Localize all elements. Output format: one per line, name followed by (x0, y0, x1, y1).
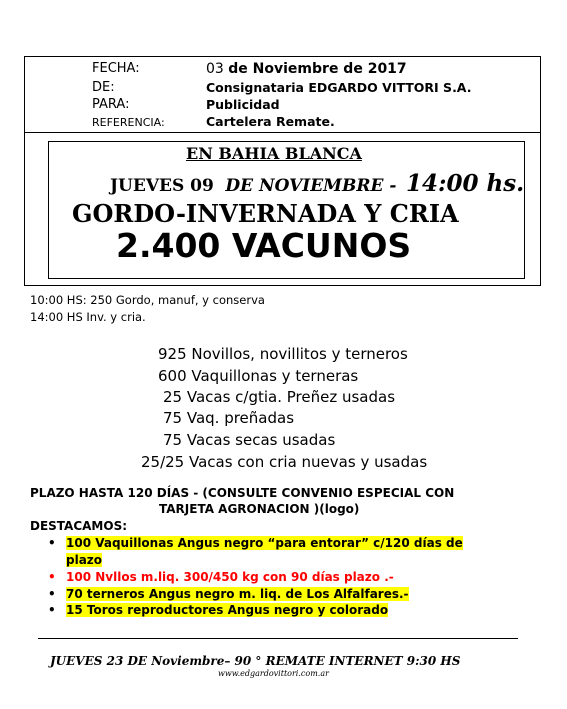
cattle-item: 25/25 Vacas con cria nuevas y usadas (141, 453, 428, 471)
bullet-icon: • (48, 536, 56, 550)
time-text: 14:00 hs. (406, 170, 525, 197)
cattle-item: 925 Novillos, novillitos y terneros (158, 345, 408, 363)
de-label: DE: (92, 80, 115, 95)
fecha-value (206, 61, 407, 77)
location-heading: EN BAHIA BLANCA (186, 144, 362, 163)
footer-line: JUEVES 23 DE Noviembre– 90 ° REMATE INTERNET 9:30 HS (50, 654, 461, 668)
terms-line-1: PLAZO HASTA 120 DÍAS - (CONSULTE CONVENIO ESPECIAL CON (30, 486, 455, 500)
highlights-title: DESTACAMOS: (30, 519, 128, 533)
date-line (110, 170, 524, 197)
highlight-item-continued: plazo (66, 553, 103, 567)
bullet-icon: • (48, 603, 56, 617)
highlight-item: 15 Toros reproductores Angus negro y colorado (66, 603, 389, 617)
cattle-item: 25 Vacas c/gtia. Preñez usadas (163, 388, 396, 406)
para-label: PARA: (92, 97, 130, 112)
fecha-label: FECHA: (92, 61, 140, 76)
schedule-line-2: 14:00 HS Inv. y cria. (30, 310, 146, 324)
bullet-icon: • (48, 587, 56, 601)
schedule-line-1: 10:00 HS: 250 Gordo, manuf, y conserva (30, 293, 265, 307)
total-heads: 2.400 VACUNOS (116, 226, 412, 265)
referencia-label: REFERENCIA: (92, 116, 165, 129)
highlight-item: 100 Nvllos m.liq. 300/450 kg con 90 días plazo .- (66, 570, 394, 584)
bullet-icon: • (48, 570, 56, 584)
de-value: Consignataria EDGARDO VITTORI S.A. (206, 80, 472, 95)
day-text: JUEVES 09 (110, 176, 214, 196)
cattle-item: 75 Vaq. preñadas (163, 409, 295, 427)
footer-website: www.edgardovittori.com.ar (218, 669, 329, 678)
fecha-day: 03 (206, 61, 224, 77)
highlight-item: 100 Vaquillonas Angus negro “para entorar” c/120 días de (66, 536, 463, 550)
cattle-item: 600 Vaquillonas y terneras (158, 367, 359, 385)
month-text: DE NOVIEMBRE - (225, 176, 397, 196)
referencia-value: Cartelera Remate. (206, 114, 335, 129)
fecha-rest: de Noviembre de 2017 (228, 61, 407, 77)
footer-divider (38, 638, 518, 639)
para-value: Publicidad (206, 97, 280, 112)
cattle-item: 75 Vacas secas usadas (163, 431, 336, 449)
terms-line-2: TARJETA AGRONACION )(logo) (159, 502, 360, 516)
highlight-item: 70 terneros Angus negro m. liq. de Los Alfalfares.- (66, 587, 409, 601)
auction-type: GORDO-INVERNADA Y CRIA (72, 199, 459, 228)
